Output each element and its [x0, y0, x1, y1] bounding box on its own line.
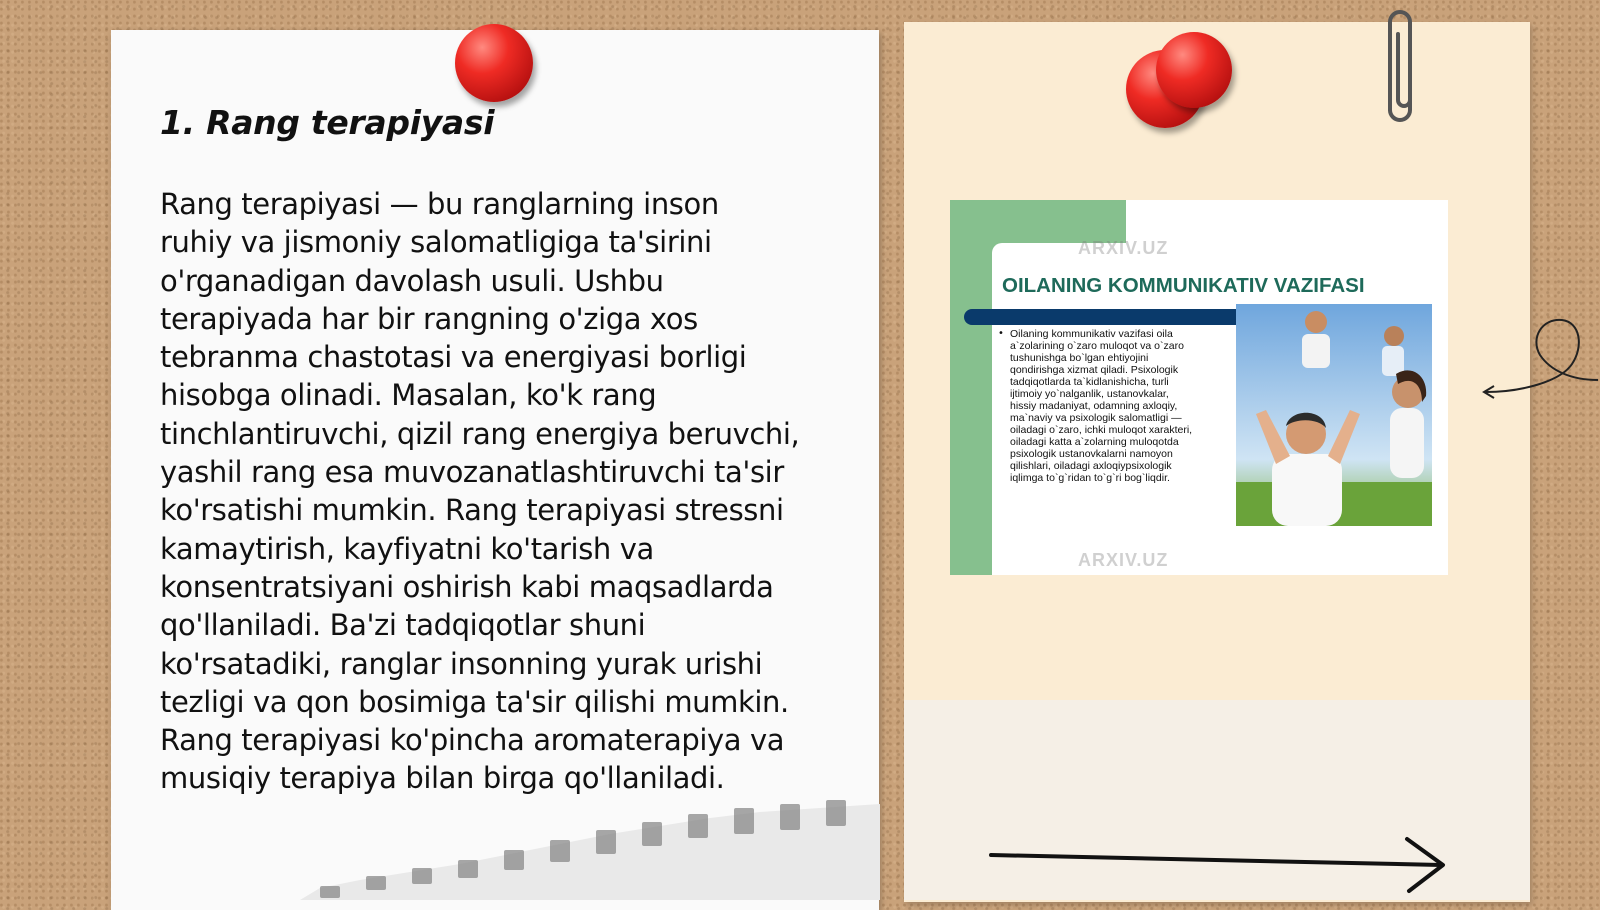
paperclip-icon: [1378, 0, 1422, 124]
note-heading: 1. Rang terapiyasi: [160, 103, 495, 142]
slide-text-line: oiladagi katta a`zolarning muloqotda: [1010, 436, 1179, 448]
watermark-bottom: ARXIV.UZ: [1078, 550, 1169, 570]
slide-title-bar: [964, 309, 1250, 325]
note-body-line: yashil rang esa muvozanatlashtiruvchi ta'sir: [160, 455, 784, 490]
note-body-line: musiqiy terapiya bilan birga qo'llaniladi.: [160, 761, 725, 796]
note-body-line: tebranma chastotasi va energiyasi borligi: [160, 340, 747, 375]
family-photo: [1236, 304, 1432, 526]
slide-text-line: qilishlari, oiladagi axloqiypsixologik: [1010, 460, 1172, 472]
push-pin-icon: [1156, 32, 1232, 108]
slide-text-line: qondirishga xizmat qiladi. Psixologik: [1010, 364, 1179, 376]
note-body-line: hisobga olinadi. Masalan, ko'k rang: [160, 378, 657, 413]
loop-arrow-icon: [1480, 310, 1600, 410]
note-body-line: terapiyada har bir rangning o'ziga xos: [160, 301, 698, 336]
note-body-line: tinchlantiruvchi, qizil rang energiya beruvchi,: [160, 416, 800, 451]
note-body-line: kamaytirish, kayfiyatni ko'tarish va: [160, 531, 654, 566]
note-body-line: ko'rsatishi mumkin. Rang terapiyasi stressni: [160, 493, 784, 528]
slide-text-line: psixologik ustanovkalarni namoyon: [1010, 448, 1173, 460]
slide-text-line: ma`naviy va psixologik salomatligi —: [1010, 412, 1182, 424]
note-body-line: ruhiy va jismoniy salomatligiga ta'sirini: [160, 225, 712, 260]
note-body-line: konsentratsiyani oshirish kabi maqsadlarda: [160, 569, 774, 604]
slide-text-line: tadqiqotlarda ta`kidlanishicha, turli: [1010, 376, 1169, 388]
note-body-line: o'rganadigan davolash usuli. Ushbu: [160, 263, 664, 298]
torn-paper-edge: [300, 800, 880, 900]
arrow-right-icon: [985, 835, 1455, 895]
note-body-line: Rang terapiyasi — bu ranglarning inson: [160, 187, 719, 221]
slide-bullet-text: [1010, 328, 1234, 484]
bullet-icon: •: [998, 328, 1004, 339]
note-body-line: tezligi va qon bosimiga ta'sir qilishi mumkin.: [160, 684, 789, 719]
slide-text-line: ijtimoiy yo`nalganlik, ustanovkalar,: [1010, 388, 1169, 400]
note-body-line: Rang terapiyasi ko'pincha aromaterapiya va: [160, 723, 785, 758]
slide-text-line: oiladagi o`zaro, ichki muloqot xarakteri,: [1010, 424, 1193, 436]
push-pin-icon: [455, 24, 533, 102]
watermark-top: ARXIV.UZ: [1078, 238, 1169, 258]
slide-text-line: hissiy madaniyat, odamning axloqiy,: [1010, 400, 1178, 412]
note-body-line: ko'rsatadiki, ranglar insonning yurak urishi: [160, 646, 763, 681]
slide-text-line: iqlimga to`g`ridan to`g`ri bog`liqdir.: [1010, 472, 1170, 484]
note-body-line: qo'llaniladi. Ba'zi tadqiqotlar shuni: [160, 608, 646, 643]
slide-text-line: tushunishga bo`lgan ehtiyojini: [1010, 352, 1149, 364]
slide-text-line: Oilaning kommunikativ vazifasi oila: [1010, 328, 1173, 340]
slide-text-line: a`zolarining o`zaro muloqot va o`zaro: [1010, 340, 1184, 352]
slide-title: OILANING KOMMUNIKATIV VAZIFASI: [1002, 274, 1365, 297]
note-body: [160, 185, 850, 798]
slide-image: [950, 200, 1448, 575]
